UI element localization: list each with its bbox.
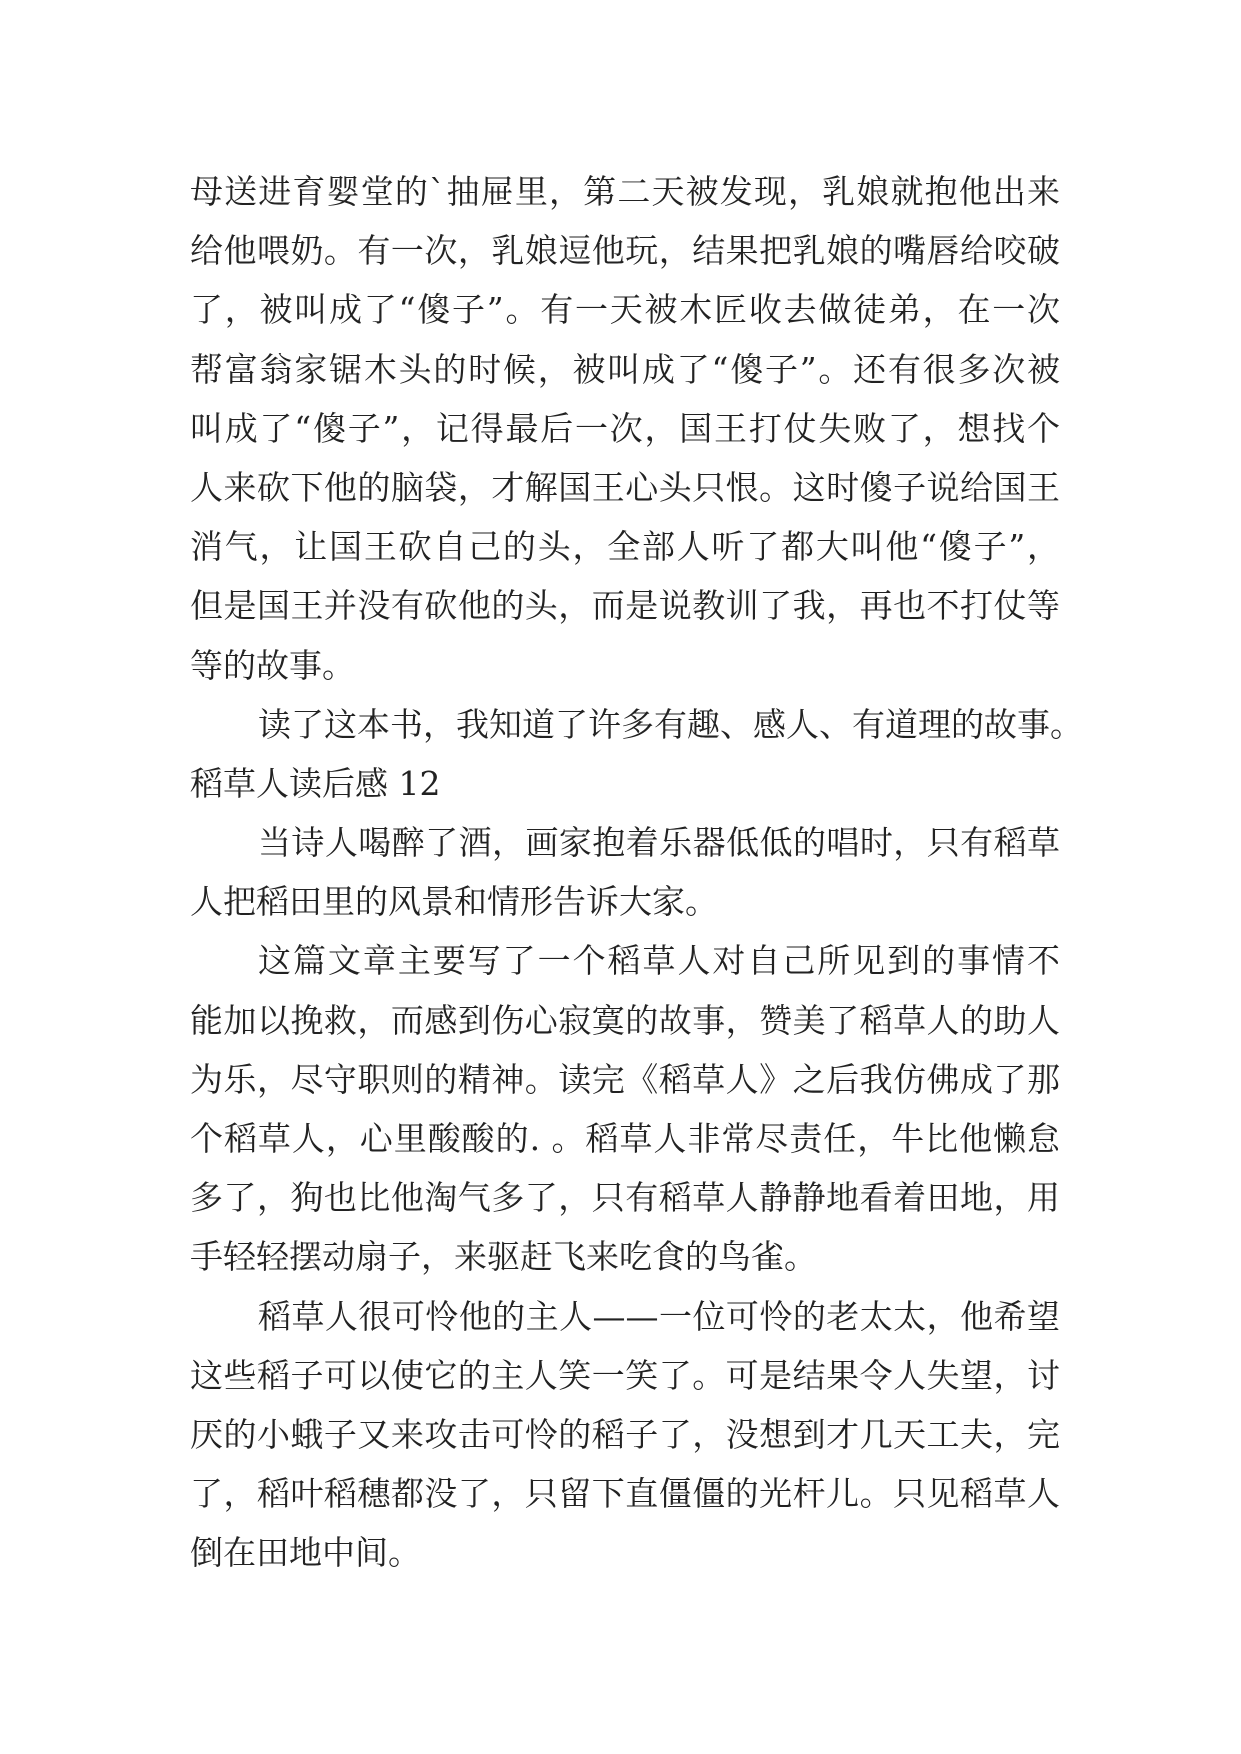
- text-line: 给他喂奶。有一次，乳娘逗他玩，结果把乳娘的嘴唇给咬破: [190, 231, 1060, 271]
- text-line: 母送进育婴堂的`抽屉里，第二天被发现，乳娘就抱他出来: [190, 172, 1060, 211]
- text-line: 读了这本书，我知道了许多有趣、感人、有道理的故事。: [258, 704, 1083, 744]
- text-line: 手轻轻摆动扇子，来驱赶飞来吃食的鸟雀。: [190, 1237, 817, 1277]
- section-title: 稻草人读后感 12: [190, 763, 441, 803]
- text-line: 稻草人很可怜他的主人——一位可怜的老太太，他希望: [258, 1296, 1060, 1336]
- text-line: 但是国王并没有砍他的头，而是说教训了我，再也不打仗等: [190, 586, 1060, 626]
- text-line: 叫成了“傻子”，记得最后一次，国王打仗失败了，想找个: [190, 408, 1060, 448]
- text-line: 帮富翁家锯木头的时候，被叫成了“傻子”。还有很多次被: [190, 349, 1060, 389]
- text-line: 倒在田地中间。: [190, 1533, 421, 1573]
- text-line: 人来砍下他的脑袋，才解国王心头只恨。这时傻子说给国王: [190, 467, 1060, 507]
- text-line: 消气，让国王砍自己的头，全部人听了都大叫他“傻子”，: [190, 527, 1060, 567]
- text-line: 等的故事。: [190, 645, 355, 685]
- text-line: 厌的小蛾子又来攻击可怜的稻子了，没想到才几天工夫，完: [190, 1414, 1060, 1454]
- text-line: 当诗人喝醉了酒，画家抱着乐器低低的唱时，只有稻草: [258, 823, 1060, 863]
- body-text: [190, 162, 1083, 1583]
- text-line: 了，被叫成了“傻子”。有一天被木匠收去做徒弟，在一次: [190, 290, 1060, 330]
- text-line: 这些稻子可以使它的主人笑一笑了。可是结果令人失望，讨: [190, 1355, 1060, 1395]
- text-line: 为乐，尽守职则的精神。读完《稻草人》之后我仿佛成了那: [190, 1059, 1060, 1099]
- text-line: 了，稻叶稻穗都没了，只留下直僵僵的光杆儿。只见稻草人: [190, 1474, 1060, 1514]
- text-line: 能加以挽救，而感到伤心寂寞的故事，赞美了稻草人的助人: [190, 1000, 1060, 1040]
- text-line: 人把稻田里的风景和情形告诉大家。: [190, 882, 718, 922]
- text-line: 这篇文章主要写了一个稻草人对自己所见到的事情不: [258, 941, 1060, 981]
- text-line: 个稻草人，心里酸酸的. 。稻草人非常尽责任，牛比他懒怠: [190, 1119, 1060, 1158]
- text-line: 多了，狗也比他淘气多了，只有稻草人静静地看着田地，用: [190, 1178, 1060, 1218]
